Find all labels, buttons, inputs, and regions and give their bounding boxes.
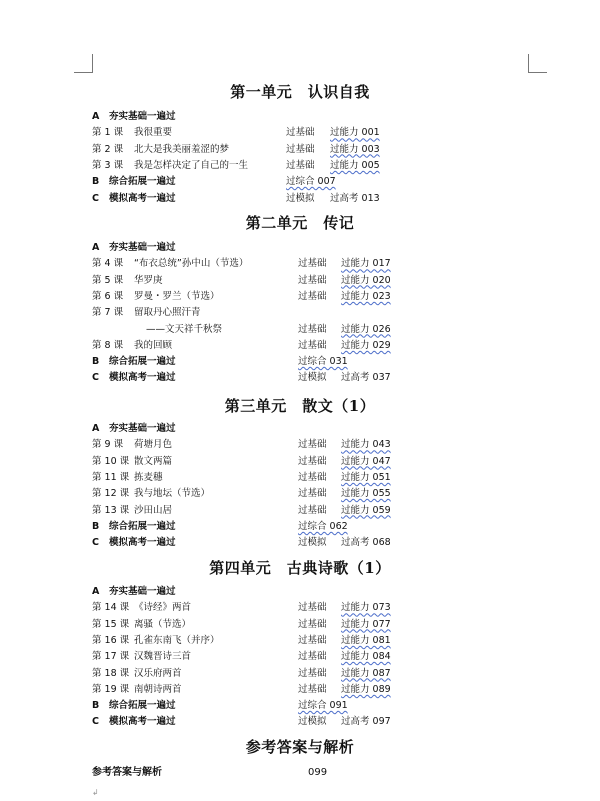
section-letter: B: [92, 356, 100, 368]
answers-page: 099: [308, 767, 328, 778]
entry-page: 过能力 001: [330, 127, 380, 139]
entry-page: 过能力 055: [341, 488, 391, 500]
section-name: 模拟高考一遍过: [109, 372, 176, 384]
entry-practice: 过基础: [298, 455, 327, 467]
lesson-title: 离骚（节选）: [134, 618, 192, 630]
entry-practice: 过基础: [298, 471, 327, 483]
entry-page: 过高考 068: [341, 537, 391, 549]
section-name: 夯实基础一遍过: [109, 242, 176, 253]
entry-practice: 过基础: [298, 339, 327, 351]
entry-practice: 过基础: [298, 258, 327, 270]
lesson-number: 第 10 课: [92, 455, 130, 467]
lesson-row[interactable]: [0, 600, 600, 616]
lesson-number: 第 4 课: [92, 258, 124, 270]
lesson-row[interactable]: [0, 338, 600, 354]
section-row[interactable]: [0, 519, 600, 535]
lesson-row[interactable]: [0, 256, 600, 272]
entry-page: 过能力 077: [341, 618, 391, 630]
lesson-row[interactable]: [0, 503, 600, 519]
lesson-number: 第 17 课: [92, 651, 130, 663]
lesson-number: 第 5 课: [92, 274, 124, 286]
section-row[interactable]: [0, 240, 600, 256]
section-row[interactable]: [0, 191, 600, 207]
entry-page: 过能力 081: [341, 634, 391, 646]
section-letter: C: [92, 537, 99, 549]
section-letter: B: [92, 520, 100, 532]
section-name: 模拟高考一遍过: [109, 192, 176, 204]
entry-practice: 过基础: [298, 290, 327, 302]
lesson-row[interactable]: [0, 633, 600, 649]
entry-page: 过能力 017: [341, 258, 391, 270]
lesson-title: 汉乐府两首: [134, 667, 182, 679]
entry-practice: 过基础: [298, 488, 327, 500]
entry-page: 过高考 097: [341, 716, 391, 728]
section-letter: A: [92, 586, 100, 597]
lesson-number: 第 13 课: [92, 504, 130, 516]
entry-page: 过能力 003: [330, 143, 380, 155]
entry-practice: 过基础: [298, 683, 327, 695]
entry-practice: 过基础: [298, 618, 327, 630]
entry-page: 过能力 051: [341, 471, 391, 483]
section-name: 夯实基础一遍过: [109, 423, 176, 434]
section-row[interactable]: [0, 535, 600, 551]
section-row[interactable]: [0, 421, 600, 437]
entry-practice: 过基础: [286, 143, 315, 155]
lesson-title: 散文两篇: [134, 455, 173, 467]
lesson-row[interactable]: [0, 437, 600, 453]
lesson-number: 第 1 课: [92, 127, 124, 139]
entry-practice: 过基础: [286, 159, 315, 171]
paragraph-mark: ↲: [92, 788, 99, 797]
entry-page: 过能力 029: [341, 339, 391, 351]
lesson-number: 第 9 课: [92, 439, 124, 451]
lesson-row[interactable]: [0, 322, 600, 338]
lesson-title: 南朝诗两首: [134, 683, 182, 695]
page-corner-mark-top-left: [74, 54, 93, 73]
entry-practice: 过基础: [298, 634, 327, 646]
section-letter: C: [92, 192, 99, 204]
entry-practice: 过基础: [298, 667, 327, 679]
entry-page: 过能力 084: [341, 651, 391, 663]
lesson-number: 第 11 课: [92, 471, 130, 483]
lesson-title: 汉魏晋诗三首: [134, 651, 192, 663]
lesson-row[interactable]: [0, 617, 600, 633]
lesson-title: 我与地坛（节选）: [134, 488, 211, 500]
lesson-number: 第 8 课: [92, 339, 124, 351]
lesson-title: 我是怎样决定了自己的一生: [134, 159, 249, 171]
lesson-row[interactable]: [0, 289, 600, 305]
entry-page: 过能力 047: [341, 455, 391, 467]
unit-title: 第二单元 传记: [245, 214, 355, 232]
lesson-number: 第 7 课: [92, 307, 124, 319]
entry-page: 过能力 026: [341, 323, 391, 335]
entry-practice: 过综合 031: [298, 356, 348, 368]
lesson-title: 我的回顾: [134, 339, 173, 351]
entry-practice: 过基础: [298, 439, 327, 451]
section-name: 模拟高考一遍过: [109, 716, 176, 728]
entry-practice: 过基础: [286, 127, 315, 139]
entry-practice: 过基础: [298, 651, 327, 663]
answers-label: 参考答案与解析: [92, 767, 162, 778]
section-letter: A: [92, 423, 100, 434]
section-name: 夯实基础一遍过: [109, 586, 176, 597]
lesson-title: 留取丹心照汗青: [134, 307, 201, 319]
lesson-row[interactable]: [0, 666, 600, 682]
lesson-row[interactable]: [0, 470, 600, 486]
section-letter: B: [92, 700, 100, 712]
entry-page: 过能力 043: [341, 439, 391, 451]
entry-practice: 过基础: [298, 504, 327, 516]
section-letter: A: [92, 242, 100, 253]
entry-practice: 过综合 062: [298, 520, 348, 532]
lesson-row[interactable]: [0, 158, 600, 174]
section-name: 夯实基础一遍过: [109, 111, 176, 122]
unit-title: 第四单元 古典诗歌（1）: [209, 559, 391, 577]
lesson-title: 孔雀东南飞（并序）: [134, 634, 220, 646]
lesson-number: 第 16 课: [92, 634, 130, 646]
entry-page: 过能力 059: [341, 504, 391, 516]
section-row[interactable]: [0, 584, 600, 600]
entry-practice: 过基础: [298, 323, 327, 335]
section-letter: A: [92, 111, 100, 122]
lesson-number: 第 19 课: [92, 683, 130, 695]
entry-page: 过能力 023: [341, 290, 391, 302]
entry-page: 过能力 073: [341, 602, 391, 614]
lesson-row[interactable]: [0, 305, 600, 321]
lesson-subtitle: ——文天祥千秋祭: [146, 323, 223, 335]
entry-page: 过高考 013: [330, 192, 380, 204]
section-row[interactable]: [0, 354, 600, 370]
entry-page: 过能力 089: [341, 683, 391, 695]
section-name: 综合拓展一遍过: [109, 356, 176, 368]
section-name: 综合拓展一遍过: [109, 700, 176, 712]
lesson-number: 第 12 课: [92, 488, 130, 500]
lesson-row[interactable]: [0, 649, 600, 665]
section-name: 综合拓展一遍过: [109, 176, 176, 188]
lesson-row[interactable]: [0, 486, 600, 502]
section-row[interactable]: [0, 714, 600, 730]
section-name: 模拟高考一遍过: [109, 537, 176, 549]
lesson-title: 罗曼・罗兰（节选）: [134, 290, 220, 302]
entry-page: 过能力 020: [341, 274, 391, 286]
section-letter: C: [92, 372, 99, 384]
entry-practice: 过综合 091: [298, 700, 348, 712]
answers-title: 参考答案与解析: [245, 738, 355, 756]
lesson-title: 北大是我美丽羞涩的梦: [134, 143, 230, 155]
lesson-row[interactable]: [0, 273, 600, 289]
section-row[interactable]: [0, 370, 600, 386]
lesson-number: 第 6 课: [92, 290, 124, 302]
entry-practice: 过模拟: [298, 537, 327, 549]
lesson-title: 沙田山居: [134, 504, 173, 516]
entry-practice: 过模拟: [286, 192, 315, 204]
lesson-row[interactable]: [0, 125, 600, 141]
unit-title: 第三单元 散文（1）: [224, 397, 376, 415]
lesson-title: 华罗庚: [134, 274, 163, 286]
entry-practice: 过基础: [298, 274, 327, 286]
lesson-title: 我很重要: [134, 127, 173, 139]
lesson-number: 第 15 课: [92, 618, 130, 630]
section-letter: C: [92, 716, 99, 728]
entry-practice: 过模拟: [298, 716, 327, 728]
page-corner-mark-top-right: [528, 54, 547, 73]
entry-page: 过高考 037: [341, 372, 391, 384]
lesson-row[interactable]: [0, 142, 600, 158]
lesson-row[interactable]: [0, 682, 600, 698]
lesson-row[interactable]: [0, 454, 600, 470]
lesson-title: “布衣总统”孙中山（节选）: [134, 258, 249, 270]
lesson-title: 《诗经》两首: [134, 602, 192, 614]
section-letter: B: [92, 176, 100, 188]
lesson-number: 第 3 课: [92, 159, 124, 171]
lesson-number: 第 14 课: [92, 602, 130, 614]
unit-title: 第一单元 认识自我: [230, 83, 370, 101]
lesson-title: 拣麦穗: [134, 471, 163, 483]
lesson-title: 荷塘月色: [134, 439, 173, 451]
section-row[interactable]: [0, 109, 600, 125]
lesson-number: 第 2 课: [92, 143, 124, 155]
section-row[interactable]: [0, 174, 600, 190]
lesson-number: 第 18 课: [92, 667, 130, 679]
section-row[interactable]: [0, 698, 600, 714]
entry-page: 过能力 087: [341, 667, 391, 679]
entry-practice: 过模拟: [298, 372, 327, 384]
entry-page: 过能力 005: [330, 159, 380, 171]
entry-practice: 过基础: [298, 602, 327, 614]
section-name: 综合拓展一遍过: [109, 520, 176, 532]
entry-practice: 过综合 007: [286, 176, 336, 188]
